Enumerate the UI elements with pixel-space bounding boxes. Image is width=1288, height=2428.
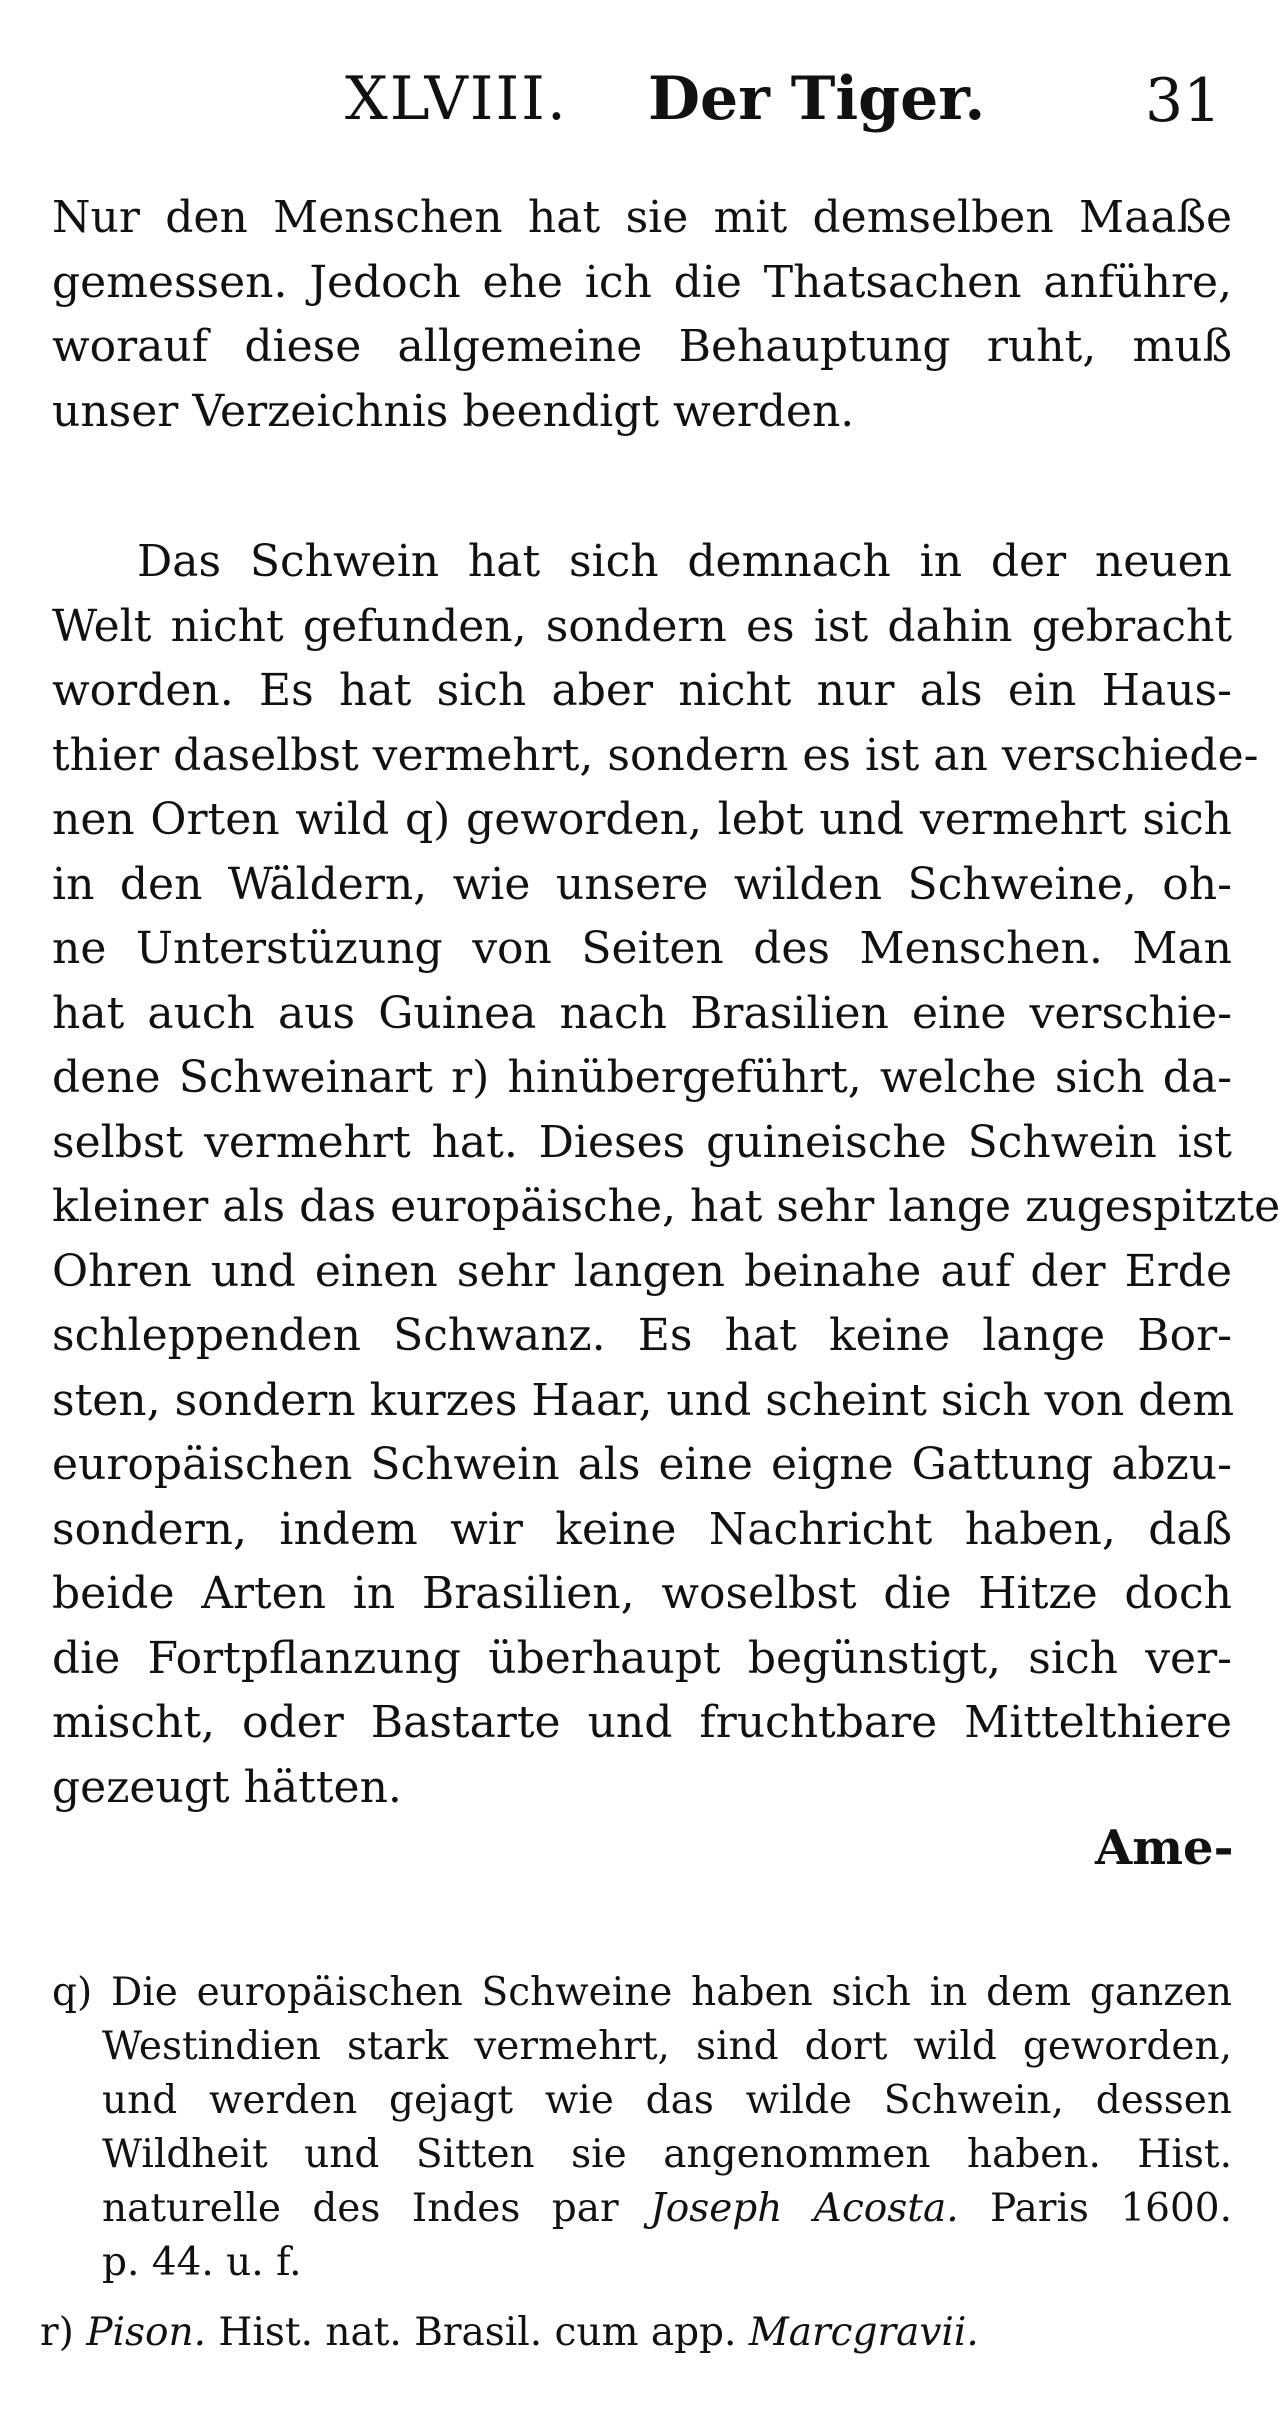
text-line: gemessen. Jedoch ehe ich die Thatsachen anführe, bbox=[52, 256, 1232, 308]
chapter-title: Der Tiger. bbox=[648, 64, 986, 134]
footnote-q bbox=[52, 1966, 1232, 2290]
footnote-line: Westindien stark vermehrt, sind dort wild geworden, bbox=[102, 2024, 1232, 2069]
footnote-text: Hist. nat. Brasil. cum app. bbox=[206, 2310, 749, 2355]
footnote-editor: Marcgravii. bbox=[748, 2310, 979, 2355]
footnote-author: Pison. bbox=[86, 2310, 206, 2355]
text-line: beide Arten in Brasilien, woselbst die Hitze doch bbox=[52, 1568, 1232, 1619]
footnote-text: naturelle des Indes par bbox=[102, 2186, 651, 2231]
text-line: in den Wäldern, wie unsere wilden Schweine, oh- bbox=[52, 858, 1232, 910]
text-line: Das Schwein hat sich demnach in der neuen bbox=[137, 536, 1232, 587]
text-line: unser Verzeichnis beendigt werden. bbox=[52, 385, 855, 437]
text-line: gezeugt hätten. bbox=[52, 1761, 402, 1813]
paragraph-gap bbox=[52, 444, 1232, 530]
footnote-mark: r) bbox=[40, 2310, 87, 2355]
main-text bbox=[52, 186, 1281, 1820]
text-line: worauf diese allgemeine Behauptung ruht, muß bbox=[52, 321, 1232, 372]
footnote-line: p. 44. u. f. bbox=[102, 2240, 302, 2285]
footnote-line: und werden gejagt wie das wilde Schwein, dessen bbox=[102, 2078, 1232, 2123]
text-line: hat auch aus Guinea nach Brasilien eine verschie- bbox=[52, 987, 1232, 1039]
text-line: sondern, indem wir keine Nachricht haben, daß bbox=[52, 1503, 1232, 1555]
text-line: kleiner als das europäische, hat sehr lange zugespitzte bbox=[52, 1181, 1281, 1232]
text-line: europäischen Schwein als eine eigne Gattung abzu- bbox=[52, 1439, 1232, 1490]
footnote-text: Paris 1600. bbox=[958, 2186, 1232, 2231]
footnote-r bbox=[40, 2310, 979, 2355]
text-line: dene Schweinart r) hinübergeführt, welche sich da- bbox=[52, 1052, 1232, 1103]
text-line: sten, sondern kurzes Haar, und scheint sich von dem bbox=[52, 1374, 1235, 1426]
text-line: ne Unterstüzung von Seiten des Menschen. Man bbox=[52, 923, 1232, 974]
text-line: thier daselbst vermehrt, sondern es ist an verschiede- bbox=[52, 729, 1259, 781]
running-header bbox=[0, 64, 1288, 144]
text-line: die Fortpflanzung überhaupt begünstigt, sich ver- bbox=[52, 1632, 1232, 1684]
catchword: Ame- bbox=[1095, 1820, 1234, 1876]
footnote-line: Wildheit und Sitten sie angenommen haben. Hist. bbox=[102, 2132, 1232, 2177]
paragraph-1 bbox=[52, 186, 1232, 444]
text-line: schleppenden Schwanz. Es hat keine lange Bor- bbox=[52, 1310, 1232, 1361]
text-line: Nur den Menschen hat sie mit demselben Maaße bbox=[52, 192, 1232, 243]
page-number: 31 bbox=[1145, 66, 1222, 136]
text-line: selbst vermehrt hat. Dieses guineische Schwein ist bbox=[52, 1116, 1232, 1168]
footnote-author: Joseph Acosta. bbox=[650, 2186, 959, 2231]
text-line: Ohren und einen sehr langen beinahe auf der Erde bbox=[52, 1245, 1232, 1297]
text-line: Welt nicht gefunden, sondern es ist dahin gebracht bbox=[52, 600, 1232, 652]
text-line: worden. Es hat sich aber nicht nur als ein Haus- bbox=[52, 665, 1232, 716]
text-line: mischt, oder Bastarte und fruchtbare Mittelthiere bbox=[52, 1697, 1232, 1748]
footnote-line bbox=[52, 2182, 1232, 2236]
paragraph-2 bbox=[52, 530, 1281, 1820]
text-line: nen Orten wild q) geworden, lebt und vermehrt sich bbox=[52, 794, 1232, 845]
chapter-number: XLVIII. bbox=[345, 64, 568, 134]
footnote-line: q) Die europäischen Schweine haben sich in dem ganzen bbox=[52, 1970, 1232, 2015]
